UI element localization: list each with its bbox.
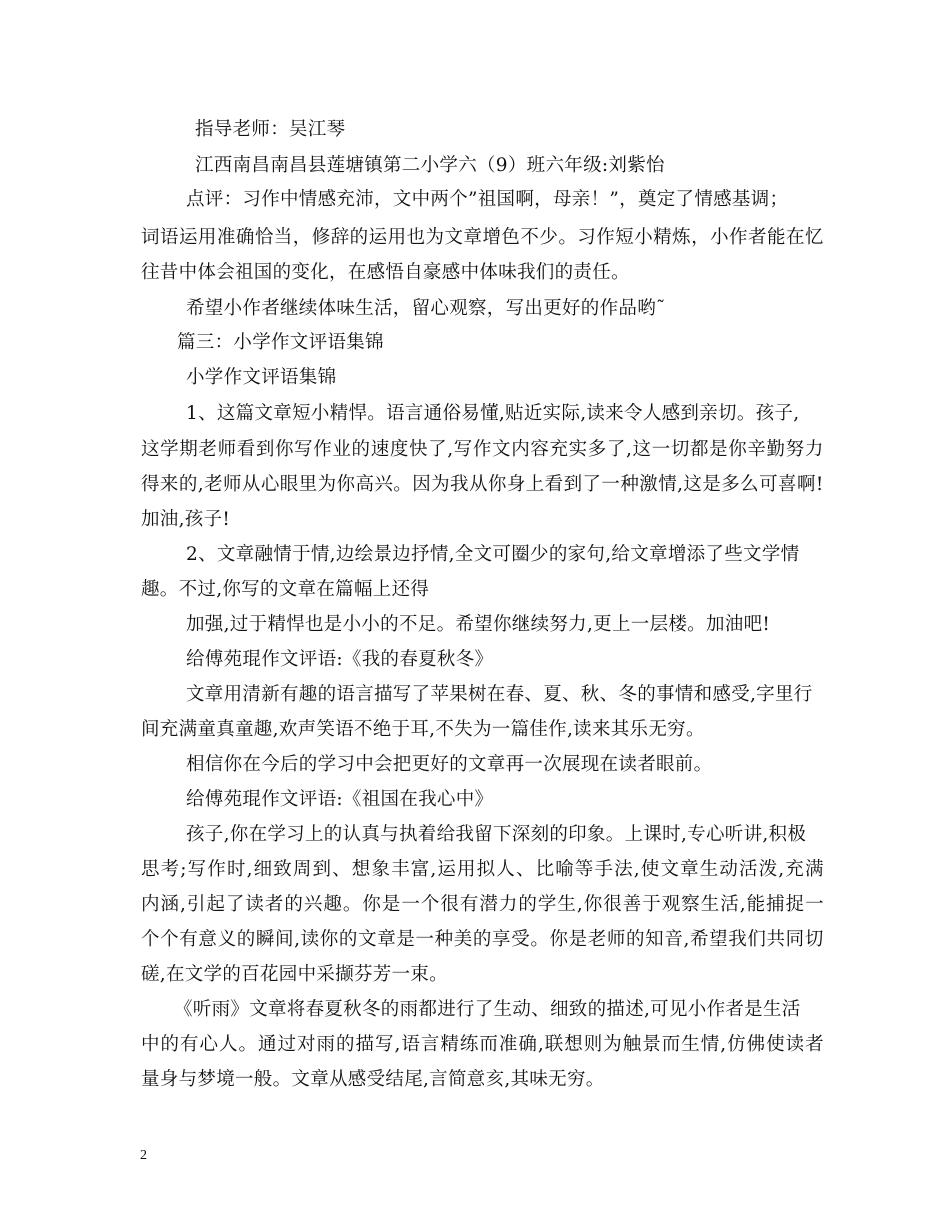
glyph: , [677, 474, 684, 495]
essay-comment-heading: 给傅苑琨作文评语:《祖国在我心中》 [186, 789, 494, 810]
glyph: 很 [440, 894, 460, 915]
glyph: , [633, 859, 640, 880]
glyph: 勤 [766, 439, 786, 460]
glyph: 读 [300, 929, 320, 950]
glyph: 、 [332, 859, 351, 880]
glyph: 增 [482, 227, 502, 248]
glyph: 确 [235, 227, 255, 248]
glyph: 充 [549, 439, 569, 460]
paragraph-line: 孩子,你在学习上的认真与执着给我留下深刻的印象。上课时,专心听讲,积极 [186, 824, 807, 845]
paragraph-line: 2、文章融情于情,边绘景边抒情,全文可圈少的家句,给文章增添了些文学情 [186, 544, 800, 565]
glyph: 切 [670, 439, 690, 460]
glyph: , [576, 894, 584, 915]
glyph: 为 [431, 474, 450, 495]
author-line: 江西南昌南昌县莲塘镇第二小学六（9）班六年级:刘紫怡 [195, 155, 665, 176]
glyph: 共 [766, 929, 786, 950]
glyph: 活 [739, 859, 758, 880]
glyph: 恰 [254, 227, 274, 248]
paragraph-line: 间充满童真童趣,欢声笑语不绝于耳,不失为一篇佳作,读来其乐无穷。 [141, 719, 705, 740]
section-subtitle: 小学作文评语集锦 [186, 367, 337, 388]
glyph: 了 [428, 439, 447, 460]
comment-line: 往昔中体会祖国的变化，在感悟自豪感中体味我们的责任。 [141, 262, 630, 283]
glyph: 有 [179, 929, 199, 950]
glyph: 为 [603, 1034, 623, 1055]
glyph: 比 [535, 859, 555, 880]
paragraph-line [141, 1033, 824, 1057]
glyph: 高 [355, 474, 375, 495]
glyph: 准 [498, 1034, 518, 1055]
glyph: 拟 [476, 859, 496, 880]
glyph: 看 [236, 439, 256, 460]
glyph: , [683, 929, 690, 950]
glyph: 快 [408, 439, 428, 460]
glyph: 生 [557, 894, 577, 915]
glyph: 者 [264, 894, 284, 915]
paragraph-line [141, 893, 824, 917]
glyph: 善 [622, 894, 642, 915]
glyph: 实 [568, 439, 588, 460]
glyph: 致 [273, 859, 293, 880]
glyph: 手 [594, 859, 614, 880]
glyph: 很 [603, 894, 623, 915]
glyph: 喜 [778, 474, 797, 495]
glyph: 中 [141, 1034, 160, 1055]
glyph: 激 [639, 474, 659, 495]
glyph: 能 [746, 894, 766, 915]
glyph: 们 [747, 929, 767, 950]
glyph: 里 [298, 474, 318, 495]
glyph: 师 [222, 474, 242, 495]
glyph: 知 [645, 929, 664, 950]
glyph: 。 [530, 929, 550, 950]
glyph: 运 [437, 859, 457, 880]
glyph: , [197, 474, 204, 495]
glyph: 到 [255, 439, 275, 460]
glyph: , [394, 1034, 401, 1055]
glyph: 捉 [785, 894, 805, 915]
glyph: 思 [141, 859, 160, 880]
glyph: 文 [358, 929, 377, 950]
glyph: 的 [338, 929, 358, 950]
glyph: 一 [415, 929, 435, 950]
glyph: 少 [539, 227, 559, 248]
glyph: 辞 [330, 227, 350, 248]
glyph: 意 [198, 929, 218, 950]
glyph: 写 [453, 439, 473, 460]
glyph: 的 [349, 227, 369, 248]
glyph: 个 [160, 929, 179, 950]
glyph: 考 [160, 859, 180, 880]
glyph: , [430, 859, 437, 880]
glyph: 丰 [391, 859, 410, 880]
glyph: 习 [577, 227, 597, 248]
glyph: 泼 [758, 859, 778, 880]
glyph: 你 [583, 894, 603, 915]
glyph: 内 [511, 439, 530, 460]
glyph: 努 [785, 439, 805, 460]
glyph: 学 [537, 894, 557, 915]
glyph: 音 [664, 929, 684, 950]
glyph: 章 [377, 929, 397, 950]
glyph: 情 [658, 474, 677, 495]
glyph: 来 [159, 474, 179, 495]
glyph: 炼 [672, 227, 691, 248]
glyph: 人 [219, 1034, 238, 1055]
glyph: 在 [785, 227, 805, 248]
glyph: 是 [702, 474, 722, 495]
glyph: 用 [387, 227, 407, 248]
glyph: 而 [479, 1034, 499, 1055]
glyph: 多 [587, 439, 607, 460]
glyph: 种 [434, 929, 454, 950]
glyph: 忆 [804, 227, 824, 248]
glyph: 人 [496, 859, 516, 880]
glyph: 希 [689, 929, 709, 950]
glyph: 内 [141, 894, 160, 915]
paragraph-line [141, 473, 824, 497]
glyph: 不 [520, 227, 540, 248]
glyph: 美 [453, 929, 473, 950]
glyph: 啊 [796, 474, 816, 495]
paragraph-line: 趣。不过,你写的文章在篇幅上还得 [141, 579, 430, 600]
glyph: 语 [401, 1034, 421, 1055]
glyph: 文 [444, 227, 464, 248]
glyph: 章 [680, 859, 699, 880]
glyph: 的 [178, 474, 198, 495]
section-heading: 篇三：小学作文评语集锦 [177, 332, 384, 353]
glyph: 想 [564, 1034, 584, 1055]
glyph: 色 [501, 227, 521, 248]
glyph: 描 [355, 1034, 375, 1055]
glyph: 身 [506, 474, 526, 495]
glyph: 文 [492, 439, 511, 460]
glyph: 运 [178, 227, 198, 248]
glyph: , [739, 894, 746, 915]
glyph: 这 [683, 474, 703, 495]
glyph: 是 [709, 439, 728, 460]
glyph: 力 [804, 439, 824, 460]
glyph: 捕 [766, 894, 785, 915]
glyph: 从 [241, 474, 261, 495]
glyph: 练 [459, 1034, 479, 1055]
glyph: 到 [312, 859, 332, 880]
glyph: 观 [661, 894, 681, 915]
glyph: 学 [160, 439, 179, 460]
glyph: 等 [574, 859, 594, 880]
glyph: 起 [206, 894, 226, 915]
glyph: , [626, 439, 633, 460]
glyph: 力 [498, 894, 518, 915]
glyph: 作 [729, 227, 748, 248]
glyph: 辛 [747, 439, 767, 460]
glyph: 到 [563, 474, 583, 495]
glyph: 喻 [555, 859, 575, 880]
glyph: 周 [292, 859, 312, 880]
advisor-line: 指导老师：吴江琴 [195, 119, 346, 140]
glyph: 老 [198, 439, 218, 460]
glyph: 的 [518, 894, 538, 915]
glyph: 精 [653, 227, 672, 248]
glyph: 小 [710, 227, 729, 248]
glyph: 同 [785, 929, 805, 950]
glyph: 言 [420, 1034, 440, 1055]
glyph: ， [292, 227, 312, 248]
glyph: 你 [549, 929, 569, 950]
glyph: 的 [336, 1034, 355, 1055]
glyph: 为 [425, 227, 445, 248]
paragraph-line: 《听雨》文章将春夏秋冬的雨都进行了生动、细致的描述,可见小作者是生活 [174, 999, 801, 1020]
glyph: 则 [583, 1034, 603, 1055]
glyph: 动 [719, 859, 739, 880]
glyph: 写 [375, 1034, 394, 1055]
glyph: 雨 [316, 1034, 336, 1055]
glyph: 是 [568, 929, 588, 950]
glyph: 你 [728, 439, 748, 460]
glyph: ， [691, 227, 710, 248]
paragraph-line: 加强,过于精悍也是小小的不足。希望你继续努力,更上一层楼。加油吧! [186, 614, 771, 635]
glyph: 了 [606, 439, 626, 460]
glyph: 的 [284, 894, 304, 915]
glyph: 满 [804, 859, 824, 880]
glyph: 察 [681, 894, 701, 915]
glyph: 了 [582, 474, 602, 495]
paragraph-line: 1、这篇文章短小精悍。语言通俗易懂,贴近实际,读来令人感到亲切。孩子, [186, 403, 800, 424]
glyph: ! [815, 474, 824, 495]
glyph: , [180, 894, 187, 915]
glyph: 个 [141, 929, 160, 950]
glyph: 使 [766, 1034, 785, 1055]
glyph: 望 [709, 929, 728, 950]
glyph: 短 [615, 227, 635, 248]
glyph: 享 [492, 929, 511, 950]
glyph: 精 [440, 1034, 460, 1055]
glyph: 得 [141, 474, 160, 495]
glyph: 多 [721, 474, 741, 495]
glyph: 者 [748, 227, 767, 248]
glyph: 瞬 [255, 929, 275, 950]
paragraph-line: 希望小作者继续体味生活，留心观察，写出更好的作品哟˜ [186, 298, 666, 319]
glyph: 用 [457, 859, 476, 880]
glyph: 的 [351, 439, 371, 460]
glyph: 眼 [279, 474, 299, 495]
glyph: 师 [217, 439, 237, 460]
glyph: 词 [141, 227, 160, 248]
glyph: 。 [342, 894, 362, 915]
glyph: 修 [311, 227, 331, 248]
glyph: 而 [661, 1034, 681, 1055]
page-number: 2 [140, 1148, 147, 1163]
glyph: 潜 [479, 894, 499, 915]
glyph: 读 [245, 894, 265, 915]
glyph: 用 [197, 227, 217, 248]
glyph: 于 [642, 894, 662, 915]
glyph: 活 [720, 894, 740, 915]
glyph: 你 [274, 439, 294, 460]
glyph: 心 [260, 474, 280, 495]
glyph: 个 [420, 894, 440, 915]
glyph: 是 [381, 894, 401, 915]
paragraph-line: 量身与梦境一般。文章从感受结尾,言简意亥,其味无穷。 [141, 1069, 605, 1090]
glyph: 切 [804, 929, 824, 950]
glyph: 通 [258, 1034, 277, 1055]
glyph: 仿 [727, 1034, 746, 1055]
glyph: 义 [217, 929, 237, 950]
glyph: 文 [660, 859, 680, 880]
glyph: 一 [601, 474, 621, 495]
glyph: , [294, 929, 301, 950]
glyph: 佛 [746, 1034, 766, 1055]
glyph: 么 [740, 474, 759, 495]
glyph: , [537, 1034, 545, 1055]
glyph: 你 [319, 929, 339, 950]
glyph: 时 [226, 859, 246, 880]
glyph: 你 [336, 474, 356, 495]
glyph: 运 [368, 227, 388, 248]
glyph: 景 [642, 1034, 662, 1055]
glyph: 老 [204, 474, 223, 495]
paragraph-line: 加油,孩子! [141, 509, 231, 530]
glyph: 趣 [323, 894, 343, 915]
glyph: 你 [487, 474, 507, 495]
glyph: 看 [544, 474, 564, 495]
glyph: 读 [785, 1034, 805, 1055]
glyph: 法 [614, 859, 633, 880]
paragraph-line: 相信你在今后的学习中会把更好的文章再一次展现在读者眼前。 [186, 754, 713, 775]
glyph: 都 [689, 439, 709, 460]
glyph: 兴 [303, 894, 323, 915]
glyph: 过 [277, 1034, 297, 1055]
glyph: 我 [728, 929, 748, 950]
glyph: 你 [362, 894, 382, 915]
glyph: 度 [389, 439, 409, 460]
glyph: 写 [294, 439, 313, 460]
glyph: 种 [620, 474, 640, 495]
glyph: , [778, 859, 785, 880]
paragraph-line [141, 858, 824, 882]
glyph: 生 [700, 894, 720, 915]
glyph: 使 [640, 859, 660, 880]
glyph: 的 [160, 1034, 180, 1055]
paragraph-line [141, 438, 824, 462]
glyph: 这 [141, 439, 160, 460]
glyph: 心 [199, 1034, 219, 1055]
essay-comment-heading: 给傅苑琨作文评语:《我的春夏秋冬》 [186, 649, 494, 670]
paragraph-line: 磋,在文学的百花园中采撷芬芳一束。 [141, 964, 448, 985]
glyph: 细 [253, 859, 273, 880]
glyph: 作 [313, 439, 333, 460]
comment-line: 点评：习作中情感充沛，文中两个”祖国啊，母亲！”，奠定了情感基调； [186, 189, 789, 210]
glyph: 这 [632, 439, 652, 460]
glyph: 生 [681, 1034, 701, 1055]
glyph: 有 [459, 894, 479, 915]
glyph: 一 [805, 894, 824, 915]
glyph: 。 [238, 1034, 258, 1055]
glyph: 想 [351, 859, 371, 880]
glyph: 的 [626, 929, 645, 950]
glyph: 生 [699, 859, 719, 880]
glyph: 语 [159, 227, 179, 248]
glyph: 。 [393, 474, 413, 495]
glyph: 能 [766, 227, 786, 248]
glyph: 可 [759, 474, 778, 495]
glyph: , [720, 1034, 727, 1055]
glyph: 了 [225, 894, 245, 915]
glyph: 象 [371, 859, 391, 880]
glyph: 章 [463, 227, 483, 248]
glyph: ; [180, 859, 187, 880]
glyph: 为 [317, 474, 337, 495]
glyph: 触 [622, 1034, 642, 1055]
glyph: 情 [700, 1034, 720, 1055]
glyph: 期 [179, 439, 199, 460]
glyph: 我 [450, 474, 469, 495]
glyph: 作 [472, 439, 492, 460]
glyph: 的 [472, 929, 492, 950]
glyph: 联 [544, 1034, 564, 1055]
glyph: , [447, 439, 454, 460]
paragraph-line [141, 928, 824, 952]
paragraph-line: 文章用清新有趣的语言描写了苹果树在春、夏、秋、冬的事情和感受,字里行 [186, 684, 813, 705]
glyph: 有 [180, 1034, 199, 1055]
glyph: 准 [216, 227, 236, 248]
glyph: 师 [606, 929, 626, 950]
glyph: 作 [207, 859, 227, 880]
glyph: 兴 [374, 474, 394, 495]
glyph: 、 [515, 859, 535, 880]
glyph: 确 [518, 1034, 538, 1055]
glyph: 涵 [160, 894, 180, 915]
glyph: 受 [511, 929, 530, 950]
glyph: 写 [187, 859, 207, 880]
glyph: 速 [370, 439, 390, 460]
glyph: 富 [410, 859, 430, 880]
glyph: 从 [468, 474, 488, 495]
glyph: 作 [596, 227, 616, 248]
glyph: 因 [412, 474, 432, 495]
glyph: 引 [186, 894, 206, 915]
glyph: 是 [396, 929, 416, 950]
glyph: 容 [530, 439, 550, 460]
glyph: 的 [236, 929, 256, 950]
glyph: 也 [406, 227, 426, 248]
glyph: , [246, 859, 253, 880]
glyph: 者 [805, 1034, 824, 1055]
glyph: 。 [558, 227, 578, 248]
glyph: 上 [525, 474, 545, 495]
glyph: 间 [274, 929, 294, 950]
glyph: 当 [273, 227, 293, 248]
glyph: 对 [297, 1034, 316, 1055]
glyph: 一 [651, 439, 671, 460]
glyph: 小 [634, 227, 653, 248]
glyph: 老 [587, 929, 607, 950]
glyph: 一 [401, 894, 421, 915]
glyph: 充 [785, 859, 805, 880]
comment-line [141, 226, 824, 250]
glyph: 业 [332, 439, 352, 460]
